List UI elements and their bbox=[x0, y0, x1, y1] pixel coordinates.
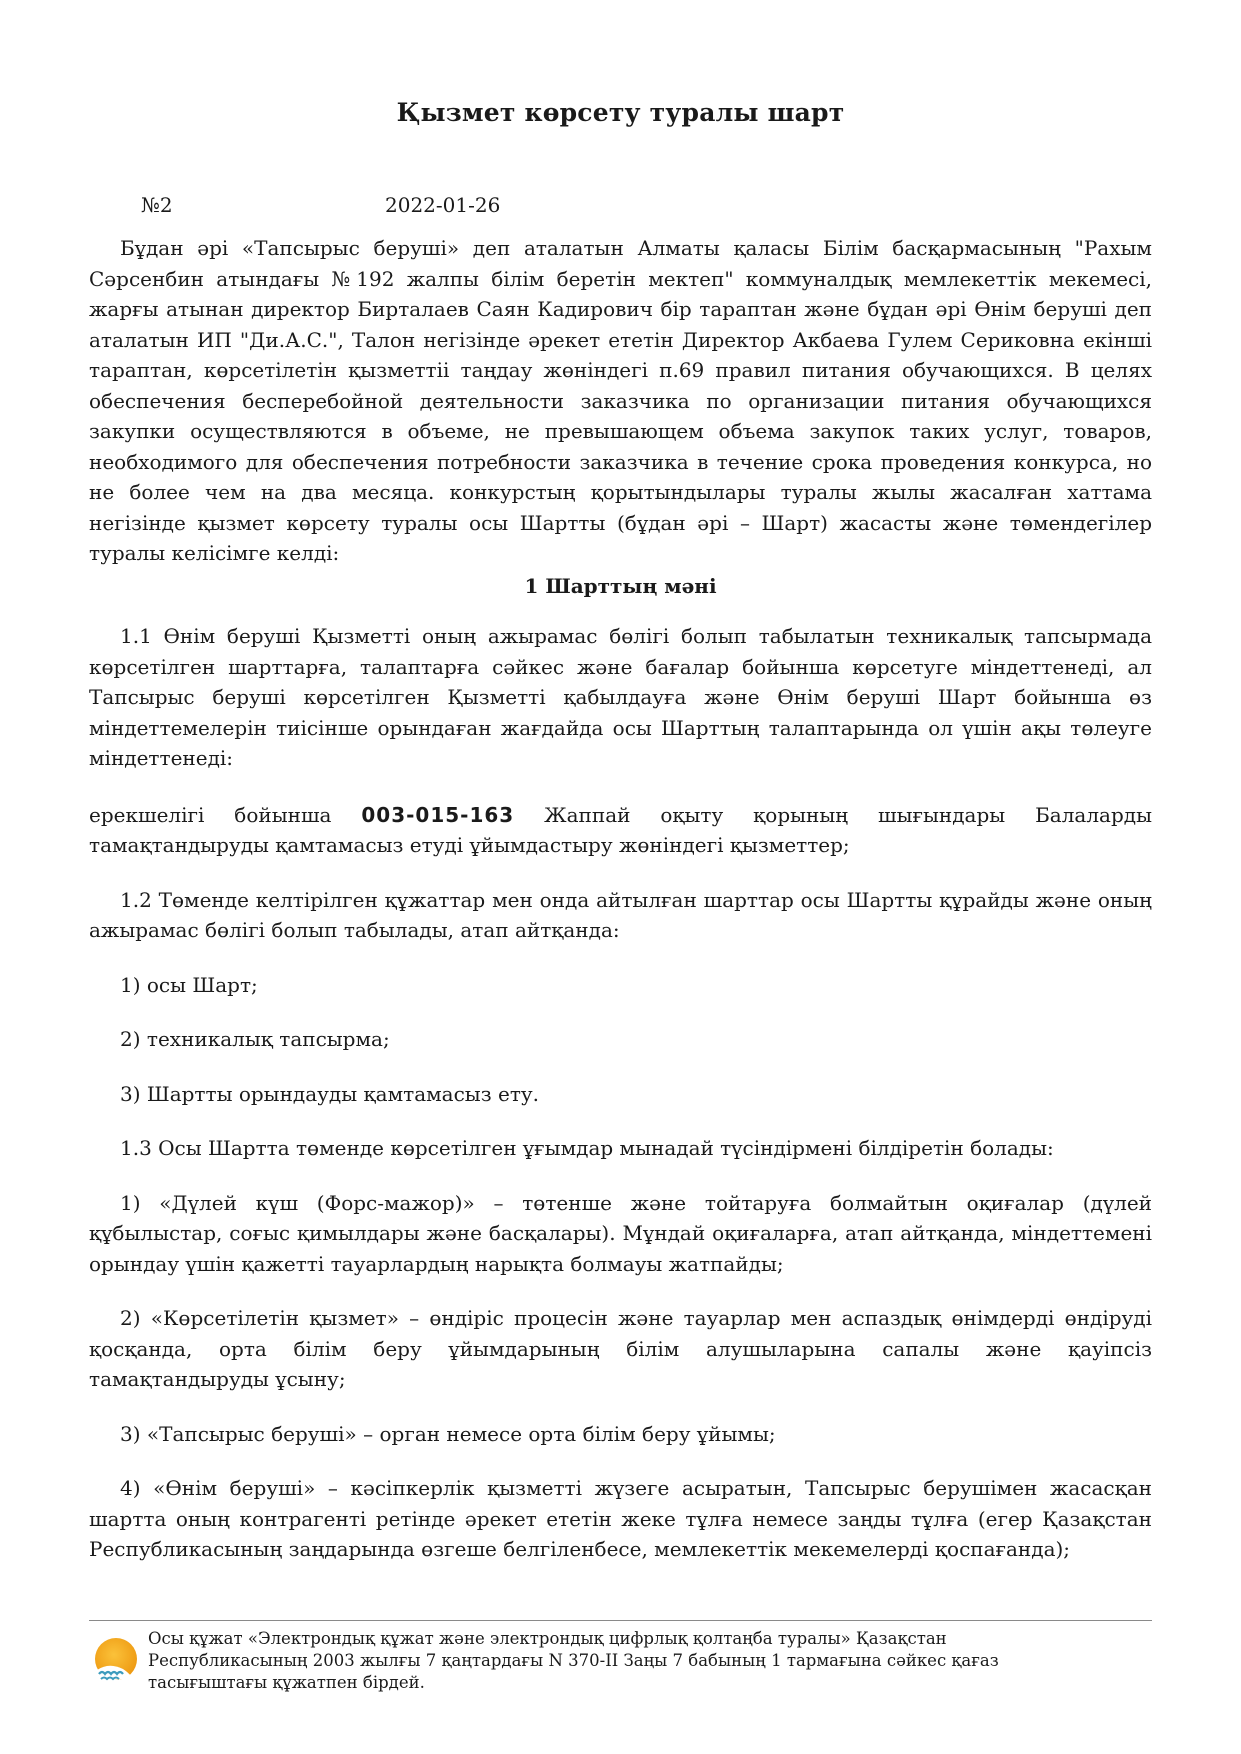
specifics-suffix: Жаппай оқыту қорының шығындары Балаларды тамақтандыруды қамтамасыз етуді ұйымдастыру жөніндегі қызметтер; bbox=[89, 802, 1153, 857]
budget-code: 003-015-163 bbox=[361, 802, 515, 827]
definition-item: 4) «Өнім беруші» – кәсіпкерлік қызметті жүзеге асыратын, Тапсырыс берушімен жасасқан шартта оның контрагенті ретінде әрекет ететін жеке тұлға немесе заңды тұлға (егер Қазақстан Республикасының заңдарында өзгеше белгіленбесе, мемлекеттік мекемелерді қоспағанда); bbox=[89, 1476, 1152, 1561]
definition-item: 2) «Көрсетілетін қызмет» – өндіріс процесін және тауарлар мен аспаздық өнімдерді өндіруді қосқанда, орта білім беру ұйымдарының білім алушыларына сапалы және қауіпсіз тамақтандыруды ұсыну; bbox=[89, 1306, 1152, 1391]
document-body bbox=[89, 233, 1152, 1565]
clause-1-1: 1.1 Өнім беруші Қызметті оның ажырамас бөлігі болып табылатын техникалық тапсырмада көрсетілген шарттарға, талаптарға сәйкес және бағалар бойынша көрсетуге міндеттенеді, ал Тапсырыс беруші көрсетілген Қызметті қабылдауға және Өнім беруші Шарт бойынша өз міндеттемелерін тиісінше орындаған жағдайда осы Шарттың талаптарында ол үшін ақы төлеуге міндеттенеді: bbox=[89, 624, 1152, 770]
list-item: 2) техникалық тапсырма; bbox=[120, 1027, 390, 1051]
list-item: 1) осы Шарт; bbox=[120, 972, 258, 997]
egov-sun-logo-icon bbox=[93, 1636, 139, 1682]
footer-legal-text bbox=[148, 1628, 1148, 1694]
document-title: Қызмет көрсету туралы шарт bbox=[396, 98, 845, 127]
clause-1-3: 1.3 Осы Шартта төменде көрсетілген ұғымдар мынадай түсіндірмені білдіретін болады: bbox=[120, 1136, 1054, 1160]
footer-line: Республикасының 2003 жылғы 7 қаңтардағы N 370-II Заңы 7 бабының 1 тармағына сәйкес қағаз bbox=[148, 1651, 999, 1670]
list-item: 3) Шартты орындауды қамтамасыз ету. bbox=[120, 1081, 540, 1106]
specifics-paragraph bbox=[89, 800, 1152, 861]
contract-date: 2022-01-26 bbox=[385, 193, 501, 217]
clause-1-2: 1.2 Төменде келтірілген құжаттар мен онда айтылған шарттар осы Шартты құрайды және оның ажырамас бөлігі болып табылады, атап айтқанда: bbox=[89, 887, 1152, 942]
footer-line: Осы құжат «Электрондық құжат және электрондық цифрлық қолтаңба туралы» Қазақстан bbox=[148, 1629, 947, 1648]
footer-line: тасығыштағы құжатпен бірдей. bbox=[148, 1673, 425, 1692]
preamble-paragraph: Бұдан әрі «Тапсырыс беруші» деп аталатын Алматы қаласы Білім басқармасының "Рахым Сәрсенбин атындағы №192 жалпы білім беретін мектеп" коммуналдық мемлекеттік мекемесі, жарғы атынан директор Бирталаев Саян Кадирович бір тараптан және бұдан әрі Өнім беруші деп аталатын ИП "Ди.А.С.", Талон негізінде әрекет ететін Директор Акбаева Гулем Сериковна екінші тараптан, көрсетілетін қызметтіі таңдау жөніндегі п.69 правил питания обучающихся. В целях обеспечения бесперебойной деятельности заказчика по организации питания обучающихся закупки осуществляются в объеме, не превышающем объема закупок таких услуг, товаров, необходимого для обеспечения потребности заказчика в течение срока проведения конкурса, но не более чем на два месяца. конкурстың қорытындылары туралы жылы жасалған хаттама негізінде қызмет көрсету туралы осы Шартты (бұдан әрі – Шарт) жасасты және төмендегілер туралы келісімге келді: bbox=[89, 236, 1152, 565]
definition-item: 3) «Тапсырыс беруші» – орган немесе орта білім беру ұйымы; bbox=[120, 1421, 776, 1446]
contract-number: №2 bbox=[141, 193, 173, 217]
footer-divider bbox=[89, 1620, 1152, 1621]
specifics-prefix: ерекшелігі бойынша bbox=[89, 802, 332, 827]
section-heading: 1 Шарттың мәні bbox=[524, 573, 717, 598]
definition-item: 1) «Дүлей күш (Форс-мажор)» – төтенше және тойтаруға болмайтын оқиғалар (дүлей құбылыстар, соғыс қимылдары және басқалары). Мұндай оқиғаларға, атап айтқанда, міндеттемені орындау үшін қажетті тауарлардың нарықта болмауы жатпайды; bbox=[89, 1190, 1152, 1276]
